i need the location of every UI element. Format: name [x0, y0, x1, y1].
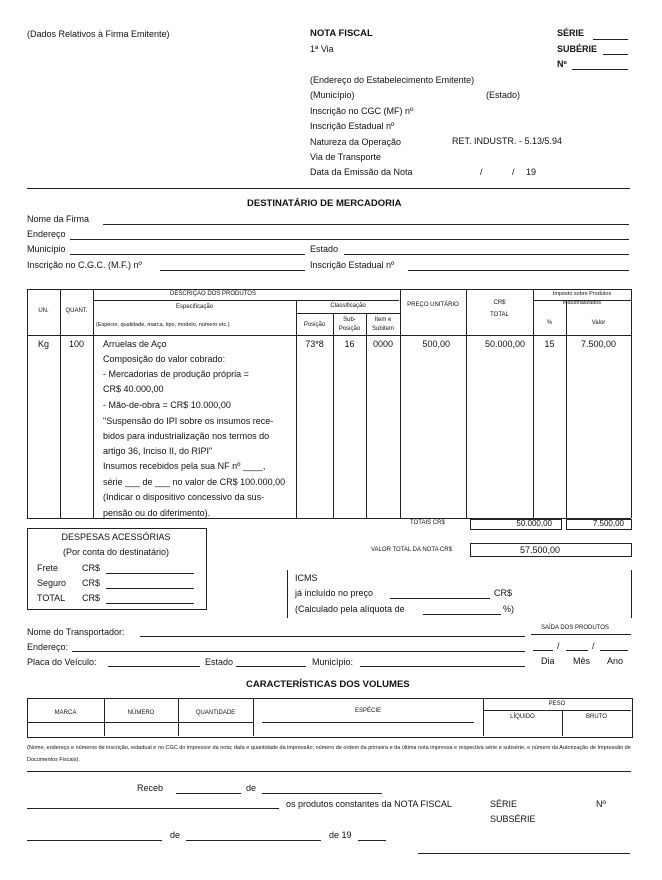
data-emissao-label: Data da Emissão da Nota	[310, 167, 413, 177]
seguro-label: Seguro	[37, 578, 67, 588]
natureza-label: Natureza da Operação	[310, 137, 402, 147]
totais-ipi: 7.500,00	[592, 519, 624, 528]
row-pct: 15	[544, 339, 555, 349]
total-field[interactable]	[106, 603, 194, 604]
dest-municipio-label: Município	[27, 244, 66, 254]
footer-mes-field[interactable]	[186, 840, 321, 841]
desc-line: bidos para industrialização nos termos do	[103, 431, 270, 441]
row-quant: 100	[68, 339, 85, 349]
dest-nome-label: Nome da Firma	[27, 214, 90, 224]
via-transporte-label: Via de Transporte	[310, 152, 381, 162]
footer-serie-label: SÉRIE	[490, 799, 518, 809]
transp-estado-field[interactable]	[236, 666, 306, 667]
icms-line1-suffix: CR$	[494, 588, 513, 598]
dest-insc-label: Inscrição Estadual nº	[310, 260, 395, 270]
vol-bruto-header: BRUTO	[586, 714, 607, 720]
vol-especie-header: ESPÉCIE	[354, 708, 381, 714]
despesas-title: DESPESAS ACESSÓRIAS	[61, 532, 171, 542]
row-valor: 7.500,00	[580, 339, 616, 349]
col-ipi-header: Imposto sobre Produtos Industrializados	[552, 291, 612, 306]
row-preco: 500,00	[422, 339, 450, 349]
vol-liquido-header: LÍQUIDO	[510, 714, 535, 720]
produtos-label: os produtos constantes da NOTA FISCAL	[286, 799, 452, 809]
saida-ano-field[interactable]	[600, 650, 628, 651]
dest-nome-field[interactable]	[103, 224, 629, 225]
municipio-label: (Município)	[310, 90, 355, 100]
totais-label: TOTAIS CR$	[410, 520, 445, 526]
data-sep-2: /	[512, 167, 515, 177]
data-year: 19	[526, 167, 537, 177]
col-quant-header: QUANT.	[65, 308, 88, 314]
saida-sep-1: /	[557, 641, 560, 651]
placa-label: Placa do Veículo:	[27, 657, 97, 667]
subserie-label: SUBÉRIE	[557, 44, 598, 54]
row-un: Kg	[37, 339, 49, 349]
vol-peso-header: PESO	[548, 701, 566, 707]
desc-line: artigo 36, Inciso II, do RIPI"	[103, 446, 213, 456]
issuer-label: (Dados Relativos à Firma Emitente)	[27, 29, 170, 39]
col-total-header: TOTAL	[490, 312, 509, 318]
endereco-estab-label: (Endereço do Estabelecimento Emitente)	[310, 75, 475, 85]
footer-numero-label: Nº	[596, 799, 606, 809]
data-sep-1: /	[480, 167, 483, 177]
dest-endereco-field[interactable]	[70, 239, 629, 240]
transp-estado-label: Estado	[205, 657, 234, 667]
icms-line2-suffix: %)	[503, 604, 514, 614]
desc-line: (Indicar o dispositivo concessivo da sus-	[103, 492, 265, 502]
icms-line1: já incluído no preço	[295, 588, 374, 598]
valor-total-label: VALOR TOTAL DA NOTA CR$	[371, 547, 452, 553]
dest-cgc-field[interactable]	[160, 270, 305, 271]
footer-note: (Nome, endereço e números de inscrição, estadual e no CGC do impressor da nota; data e quantidade da impressão; número de ordem da primeira e da última nota impressa e respectiva série e subsérie, e número da Autorização de Impressão de Documentos Fiscais).	[27, 745, 631, 763]
col-desc-header: DESCRIÇÃO DOS PRODUTOS	[170, 291, 256, 297]
frete-field[interactable]	[106, 573, 194, 574]
dest-municipio-field[interactable]	[70, 254, 305, 255]
icms-line2: (Calculado pela alíquota de	[295, 604, 405, 614]
saida-dia-label: Dia	[541, 656, 555, 666]
col-cr-header: CR$	[493, 300, 506, 306]
saida-mes-label: Mês	[573, 656, 591, 666]
desc-line: "Suspensão do IPI sobre os insumos rece-	[103, 416, 274, 426]
desc-line: Arruelas de Aço	[103, 339, 167, 349]
desc-line: - Mão-de-obra = CR$ 10.000,00	[103, 400, 231, 410]
seguro-cr: CR$	[82, 578, 101, 588]
row-subposicao: 16	[344, 339, 355, 349]
desc-line: CR$ 40.000,00	[103, 384, 164, 394]
transp-endereco-label: Endereço:	[27, 642, 69, 652]
row-posicao: 73*8	[305, 339, 324, 349]
volumes-title: CARACTERÍSTICAS DOS VOLUMES	[246, 679, 410, 690]
saida-label: SAÍDA DOS PRODUTOS	[541, 625, 609, 631]
dest-cgc-label: Inscrição no C.G.C. (M.F.) nº	[27, 260, 142, 270]
icms-valor-field[interactable]	[390, 598, 490, 599]
footer-de19: de 19	[329, 830, 352, 840]
insc-estadual-label: Inscrição Estadual nº	[310, 121, 395, 131]
transp-endereco-field[interactable]	[72, 651, 525, 652]
col-item-header: Item e Subitem	[371, 317, 394, 332]
totais-value: 50.000,00	[516, 519, 552, 528]
footer-ano-field[interactable]	[358, 840, 386, 841]
vol-marca-header: MARCA	[54, 710, 77, 716]
despesas-subtitle: (Por conta do destinatário)	[62, 547, 170, 557]
numero-label: Nº	[557, 59, 567, 69]
desc-line: pensão ou do diferimento).	[103, 508, 211, 518]
signature-line[interactable]	[418, 853, 630, 854]
transp-municipio-label: Município:	[312, 657, 354, 667]
icms-aliquota-field[interactable]	[423, 614, 501, 615]
dest-endereco-label: Endereço	[27, 229, 66, 239]
footer-de: de	[170, 830, 181, 840]
receb-de-field[interactable]	[262, 793, 382, 794]
footer-subserie-label: SUBSÉRIE	[490, 814, 536, 824]
row-total: 50.000,00	[484, 339, 525, 349]
vol-numero-header: NÚMERO	[127, 710, 155, 716]
receb-de: de	[246, 783, 257, 793]
icms-title: ICMS	[295, 573, 318, 583]
desc-line: Insumos recebidos pela sua NF nº ____,	[103, 461, 266, 471]
destinatario-title: DESTINATÁRIO DE MERCADORIA	[247, 198, 402, 209]
total-label: TOTAL	[37, 593, 66, 603]
placa-field[interactable]	[108, 666, 200, 667]
col-valor-header: Valor	[591, 320, 606, 326]
frete-cr: CR$	[82, 563, 101, 573]
receb-field[interactable]	[176, 793, 241, 794]
saida-sep-2: /	[592, 641, 595, 651]
dest-insc-field[interactable]	[408, 270, 629, 271]
col-posicao-header: Posição	[303, 322, 326, 328]
frete-label: Frete	[37, 563, 59, 573]
footer-local-field[interactable]	[27, 840, 162, 841]
col-espec-header: Especificação	[175, 304, 214, 310]
dest-estado-label: Estado	[310, 244, 339, 254]
desc-line: - Mercadorias de produção própria =	[103, 369, 249, 379]
dest-estado-field[interactable]	[344, 254, 629, 255]
transp-municipio-field[interactable]	[360, 666, 525, 667]
col-subposicao-header: Sub-Posição	[338, 317, 361, 332]
col-classif-header: Classificação	[330, 303, 366, 309]
desc-line: Composição do valor cobrado:	[103, 354, 226, 364]
transportador-field[interactable]	[140, 636, 525, 637]
desc-line: série ___ de ___ no valor de CR$ 100.000,00	[103, 477, 286, 487]
copy-label: 1ª Via	[310, 44, 334, 54]
estado-label: (Estado)	[486, 90, 521, 100]
valor-total-value: 57.500,00	[519, 545, 560, 555]
transportador-label: Nome do Transportador:	[27, 627, 125, 637]
doc-title: NOTA FISCAL	[310, 28, 373, 39]
cgc-label: Inscrição no CGC (MF) nº	[310, 106, 414, 116]
row-item: 0000	[372, 339, 394, 349]
serie-label: SÉRIE	[557, 28, 585, 38]
col-espec-sub: (Espécie, qualidade, marca, tipo, modelo, número etc.)	[96, 322, 230, 328]
vol-quantidade-header: QUANTIDADE	[195, 710, 236, 716]
natureza-value: RET. INDUSTR. - 5.13/5.94	[452, 136, 563, 146]
saida-dia-field[interactable]	[533, 650, 553, 651]
saida-ano-label: Ano	[607, 656, 624, 666]
saida-mes-field[interactable]	[566, 650, 588, 651]
total-cr: CR$	[82, 593, 101, 603]
col-preco-header: PREÇO UNITÁRIO	[407, 302, 459, 308]
col-un-header: UN.	[38, 308, 49, 314]
seguro-field[interactable]	[106, 588, 194, 589]
col-pct-header: %	[546, 320, 553, 326]
receb-label: Receb	[137, 783, 164, 793]
